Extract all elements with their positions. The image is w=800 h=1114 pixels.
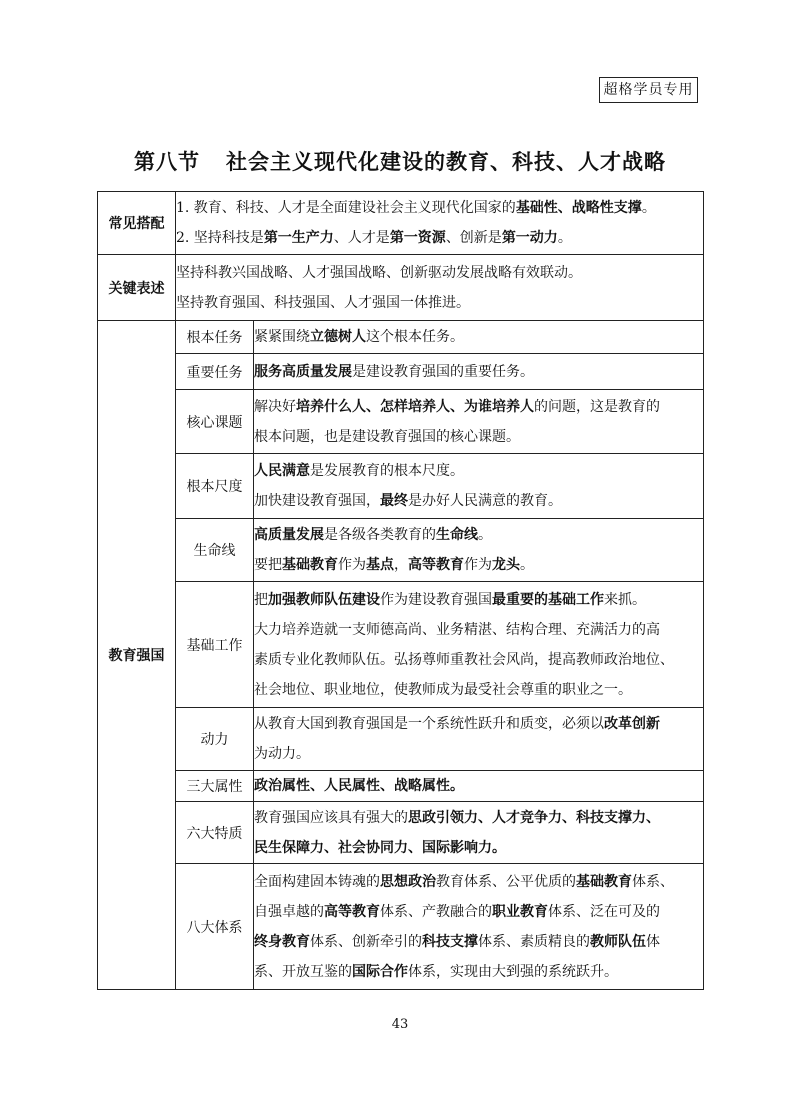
row-label-key: 关键表述 bbox=[98, 255, 176, 321]
table-row bbox=[98, 255, 704, 321]
sub-label: 重要任务 bbox=[176, 354, 254, 390]
sub-content: 紧紧围绕立德树人这个根本任务。 bbox=[254, 321, 704, 354]
sub-label: 动力 bbox=[176, 708, 254, 771]
summary-table bbox=[97, 191, 704, 990]
table-row bbox=[98, 192, 704, 255]
sub-label: 根本尺度 bbox=[176, 454, 254, 519]
row-label-common: 常见搭配 bbox=[98, 192, 176, 255]
sub-label: 八大体系 bbox=[176, 864, 254, 990]
sub-content: 教育强国应该具有强大的思政引领力、人才竞争力、科技支撑力、 民生保障力、社会协同力、国际影响力。 bbox=[254, 802, 704, 864]
table-row bbox=[98, 582, 704, 708]
table-row bbox=[98, 454, 704, 519]
section-title: 社会主义现代化建设的教育、科技、人才战略 bbox=[226, 149, 666, 174]
table-row bbox=[98, 708, 704, 771]
row-content-key: 坚持科教兴国战略、人才强国战略、创新驱动发展战略有效联动。 坚持教育强国、科技强国、人才强国一体推进。 bbox=[176, 255, 704, 321]
row-label-edu: 教育强国 bbox=[98, 321, 176, 990]
table-row bbox=[98, 864, 704, 990]
exclusive-badge: 超格学员专用 bbox=[599, 77, 698, 103]
sub-label: 六大特质 bbox=[176, 802, 254, 864]
table-row bbox=[98, 802, 704, 864]
sub-content: 从教育大国到教育强国是一个系统性跃升和质变，必须以改革创新 为动力。 bbox=[254, 708, 704, 771]
sub-content: 解决好培养什么人、怎样培养人、为谁培养人的问题，这是教育的 根本问题，也是建设教育强国的核心课题。 bbox=[254, 390, 704, 454]
table-row bbox=[98, 519, 704, 582]
page-title bbox=[0, 146, 800, 176]
sub-label: 三大属性 bbox=[176, 771, 254, 802]
sub-label: 生命线 bbox=[176, 519, 254, 582]
sub-label: 核心课题 bbox=[176, 390, 254, 454]
row-content-common: 1. 教育、科技、人才是全面建设社会主义现代化国家的基础性、战略性支撑。 2. 坚持科技是第一生产力、人才是第一资源、创新是第一动力。 bbox=[176, 192, 704, 255]
sub-content: 全面构建固本铸魂的思想政治教育体系、公平优质的基础教育体系、 自强卓越的高等教育体系、产教融合的职业教育体系、泛在可及的 终身教育体系、创新牵引的科技支撑体系、素质精良的教师队伍体 系、开放互鉴的国际合作体系，实现由大到强的系统跃升。 bbox=[254, 864, 704, 990]
table-row bbox=[98, 321, 704, 354]
sub-content: 高质量发展是各级各类教育的生命线。 要把基础教育作为基点，高等教育作为龙头。 bbox=[254, 519, 704, 582]
table-row bbox=[98, 354, 704, 390]
sub-label: 根本任务 bbox=[176, 321, 254, 354]
sub-content: 服务高质量发展是建设教育强国的重要任务。 bbox=[254, 354, 704, 390]
table-row bbox=[98, 771, 704, 802]
section-number: 第八节 bbox=[134, 149, 200, 174]
sub-content: 把加强教师队伍建设作为建设教育强国最重要的基础工作来抓。 大力培养造就一支师德高尚、业务精湛、结构合理、充满活力的高 素质专业化教师队伍。弘扬尊师重教社会风尚，提高教师政治地位、 社会地位、职业地位，使教师成为最受社会尊重的职业之一。 bbox=[254, 582, 704, 708]
sub-content: 政治属性、人民属性、战略属性。 bbox=[254, 771, 704, 802]
sub-label: 基础工作 bbox=[176, 582, 254, 708]
sub-content: 人民满意是发展教育的根本尺度。 加快建设教育强国，最终是办好人民满意的教育。 bbox=[254, 454, 704, 519]
page-number: 43 bbox=[391, 1017, 409, 1032]
table-row bbox=[98, 390, 704, 454]
